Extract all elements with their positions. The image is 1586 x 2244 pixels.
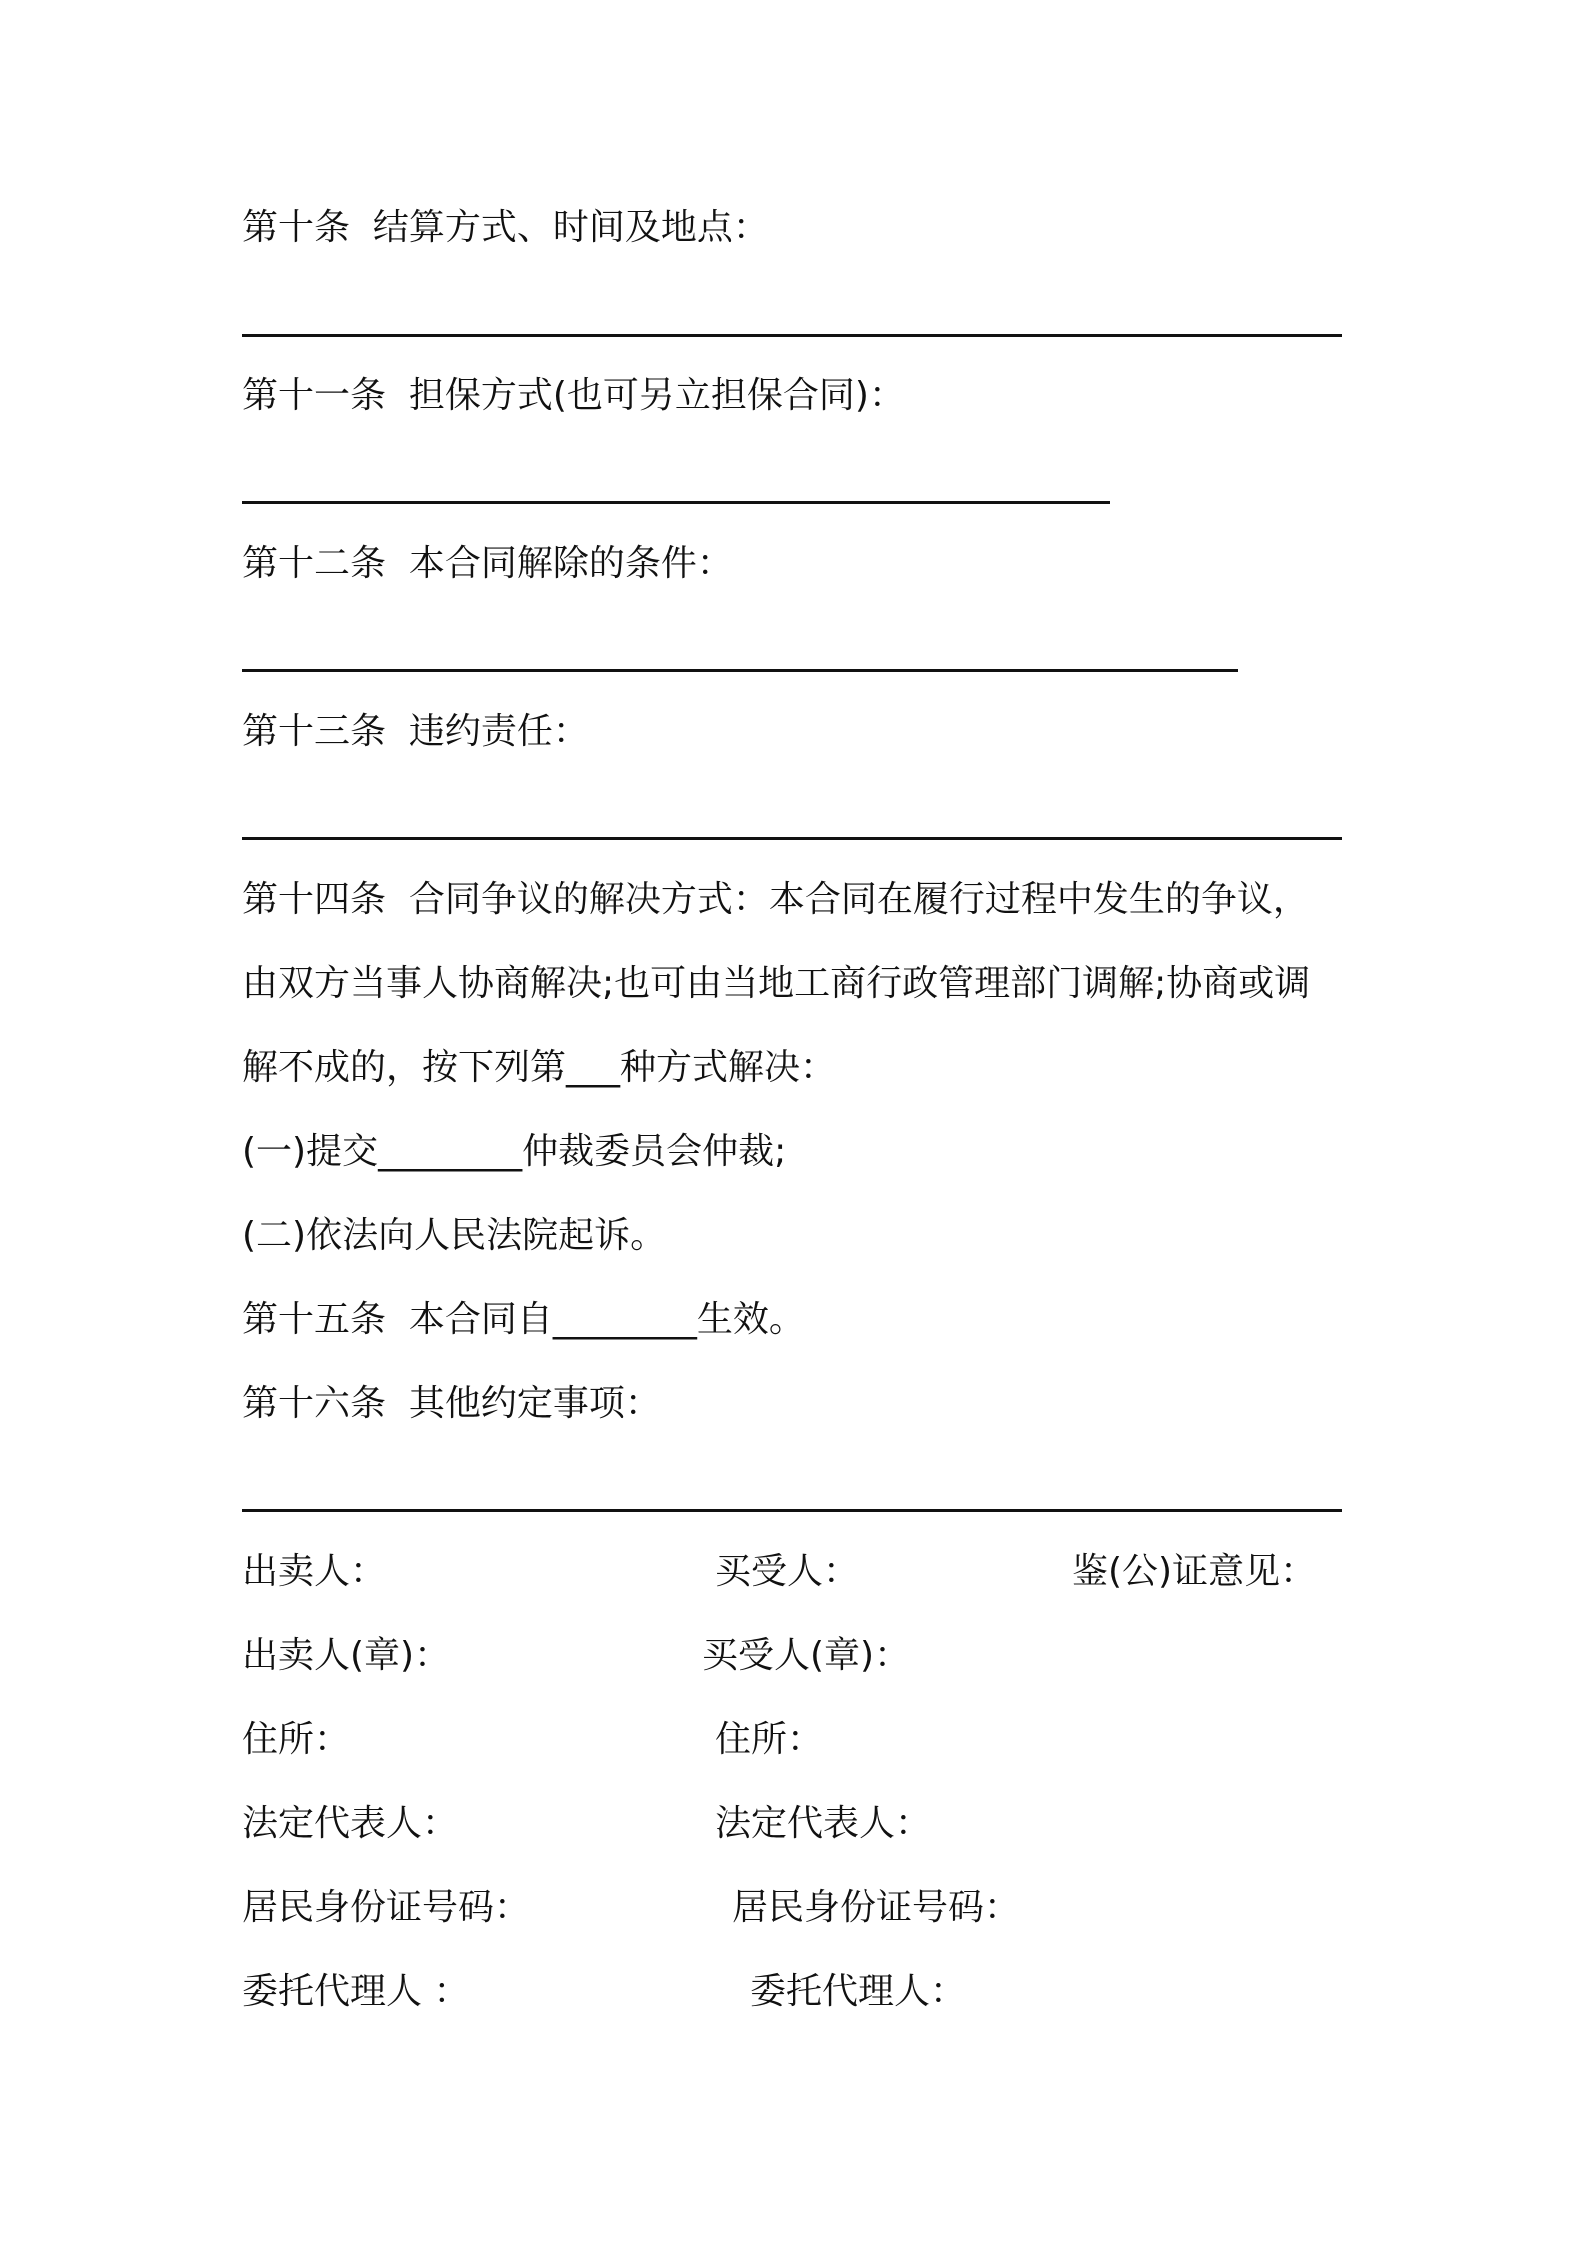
article-16: 第十六条 其他约定事项： bbox=[242, 1383, 661, 1424]
article-13: 第十三条 违约责任： bbox=[242, 711, 589, 752]
seller-legal-rep-label: 法定代表人： bbox=[242, 1803, 459, 1844]
seller-address-label: 住所： bbox=[242, 1719, 351, 1760]
option-2: (二)依法向人民法院起诉。 bbox=[242, 1215, 667, 1256]
article-14-line-2: 由双方当事人协商解决;也可由当地工商行政管理部门调解;协商或调 bbox=[242, 963, 1311, 1004]
option-1: (一)提交________仲裁委员会仲裁; bbox=[242, 1131, 787, 1172]
article-10: 第十条 结算方式、时间及地点： bbox=[242, 207, 769, 248]
article-11: 第十一条 担保方式(也可另立担保合同)： bbox=[242, 375, 905, 416]
blank-line-11 bbox=[242, 501, 1110, 504]
seller-id-number-label: 居民身份证号码： bbox=[242, 1887, 531, 1928]
buyer-label: 买受人： bbox=[715, 1551, 860, 1592]
buyer-id-number-label: 居民身份证号码： bbox=[732, 1887, 1021, 1928]
article-15: 第十五条 本合同自________生效。 bbox=[242, 1299, 805, 1340]
notary-opinion-label: 鉴(公)证意见： bbox=[1072, 1551, 1317, 1592]
blank-line-13 bbox=[242, 837, 1342, 840]
buyer-legal-rep-label: 法定代表人： bbox=[715, 1803, 932, 1844]
article-12: 第十二条 本合同解除的条件： bbox=[242, 543, 733, 584]
seller-label: 出卖人： bbox=[242, 1551, 387, 1592]
buyer-seal-label: 买受人(章)： bbox=[702, 1635, 911, 1676]
article-14-line-3: 解不成的，按下列第___种方式解决： bbox=[242, 1047, 837, 1088]
seller-agent-label: 委托代理人 ： bbox=[242, 1971, 470, 2012]
buyer-address-label: 住所： bbox=[715, 1719, 824, 1760]
article-14-line-1: 第十四条 合同争议的解决方式：本合同在履行过程中发生的争议， bbox=[242, 879, 1309, 920]
blank-line-16 bbox=[242, 1509, 1342, 1512]
blank-line-12 bbox=[242, 669, 1238, 672]
buyer-agent-label: 委托代理人： bbox=[750, 1971, 967, 2012]
blank-line-10 bbox=[242, 334, 1342, 337]
seller-seal-label: 出卖人(章)： bbox=[242, 1635, 451, 1676]
